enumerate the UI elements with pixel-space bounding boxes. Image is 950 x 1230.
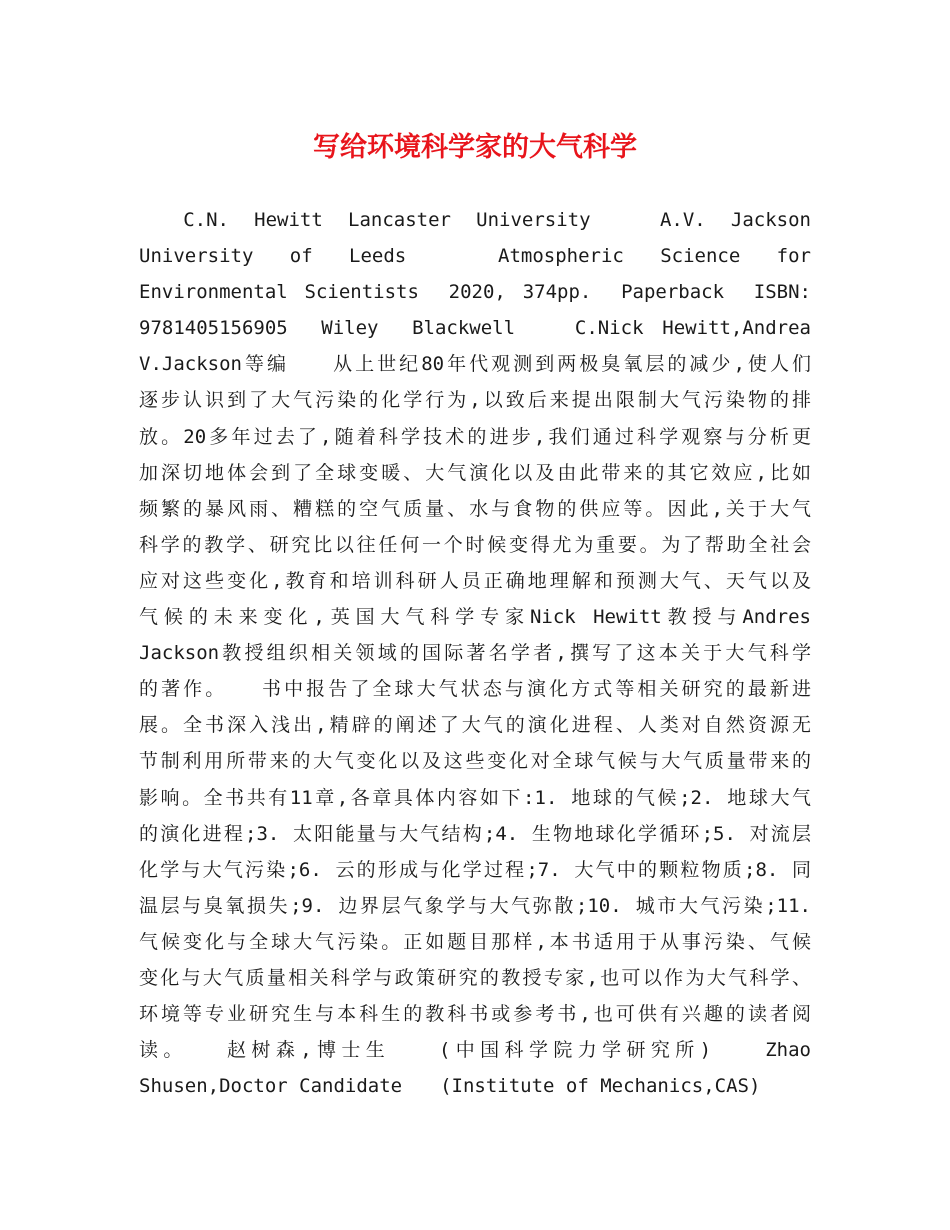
body-line: V.Jackson等编 从上世纪80年代观测到两极臭氧层的减少,使人们 — [139, 353, 811, 376]
body-line: 放。20多年过去了,随着科学技术的进步,我们通过科学观察与分析更 — [139, 425, 811, 448]
body-line: 气候的未来变化,英国大气科学专家Nick Hewitt教授与Andres — [139, 606, 811, 629]
body-line: 化学与大气污染;6. 云的形成与化学过程;7. 大气中的颗粒物质;8. 同 — [139, 858, 811, 881]
body-line: 温层与臭氧损失;9. 边界层气象学与大气弥散;10. 城市大气污染;11. — [139, 894, 811, 917]
body-line-last: Shusen,Doctor Candidate (Institute of Mechanics,CAS) — [139, 1075, 761, 1098]
body-line: 逐步认识到了大气污染的化学行为,以致后来提出限制大气污染物的排 — [139, 389, 811, 412]
document-body — [139, 202, 811, 1104]
body-line: Environmental Scientists 2020, 374pp. Paperback ISBN: — [139, 281, 811, 304]
body-line: 读。 赵树森,博士生 (中国科学院力学研究所) Zhao — [139, 1039, 811, 1062]
body-line: 的演化进程;3. 太阳能量与大气结构;4. 生物地球化学循环;5. 对流层 — [139, 822, 811, 845]
body-line: Jackson教授组织相关领域的国际著名学者,撰写了这本关于大气科学 — [139, 642, 811, 665]
body-line: 气候变化与全球大气污染。正如题目那样,本书适用于从事污染、气候 — [139, 930, 811, 953]
document-title: 写给环境科学家的大气科学 — [313, 132, 637, 163]
body-line: 节制利用所带来的大气变化以及这些变化对全球气候与大气质量带来的 — [139, 750, 811, 773]
body-line: 环境等专业研究生与本科生的教科书或参考书,也可供有兴趣的读者阅 — [139, 1003, 811, 1026]
body-line: 影响。全书共有11章,各章具体内容如下:1. 地球的气候;2. 地球大气 — [139, 786, 811, 809]
body-line: 应对这些变化,教育和培训科研人员正确地理解和预测大气、天气以及 — [139, 569, 811, 592]
body-line: 频繁的暴风雨、糟糕的空气质量、水与食物的供应等。因此,关于大气 — [139, 497, 811, 520]
body-line: 加深切地体会到了全球变暖、大气演化以及由此带来的其它效应,比如 — [139, 461, 811, 484]
body-line: University of Leeds Atmospheric Science for — [139, 245, 811, 268]
body-line: 变化与大气质量相关科学与政策研究的教授专家,也可以作为大气科学、 — [139, 966, 811, 989]
body-line: 展。全书深入浅出,精辟的阐述了大气的演化进程、人类对自然资源无 — [139, 714, 811, 737]
body-line: 的著作。 书中报告了全球大气状态与演化方式等相关研究的最新进 — [139, 678, 811, 701]
body-line: 科学的教学、研究比以往任何一个时候变得尤为重要。为了帮助全社会 — [139, 533, 811, 556]
body-line: 9781405156905 Wiley Blackwell C.Nick Hewitt,Andrea — [139, 317, 811, 340]
body-line: C.N. Hewitt Lancaster University A.V. Jackson — [139, 209, 811, 231]
